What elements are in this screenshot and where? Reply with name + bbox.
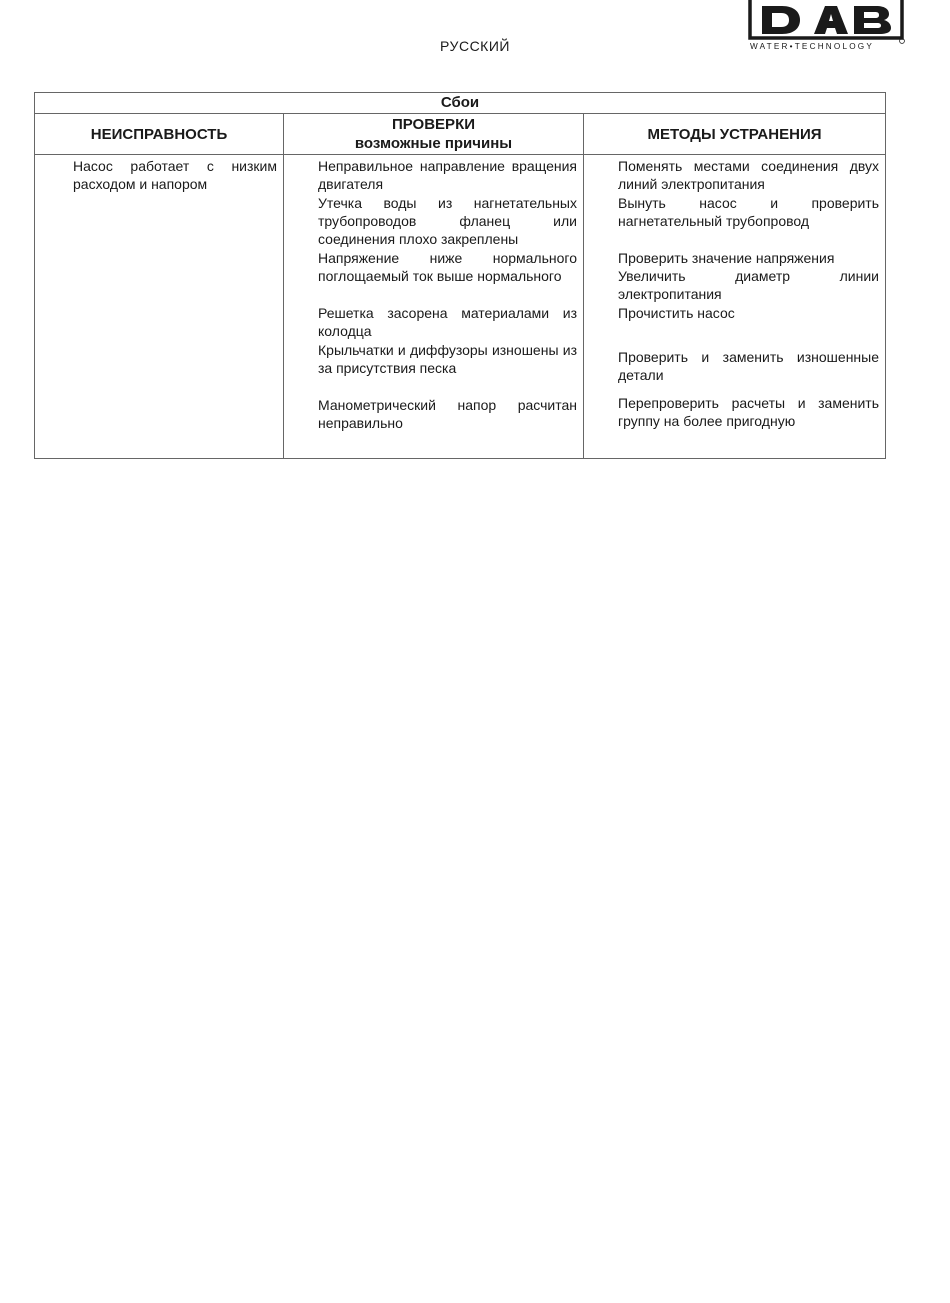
column-header-checks-sublabel: возможные причины [354, 135, 513, 152]
remedy-item: Вынуть насос и проверить нагнетательный трубопровод [618, 195, 880, 229]
table-row [35, 155, 886, 459]
remedy-item: Проверить и заменить изношенные детали [618, 349, 880, 383]
page-language-label: РУССКИЙ [440, 38, 510, 54]
dab-logo-graphic [748, 0, 906, 52]
troubleshooting-table [34, 92, 886, 459]
cause-item: Решетка засорена материалами из колодца [318, 305, 577, 339]
remedy-item: Поменять местами соединения двух линий электропитания [618, 158, 880, 192]
cause-item: Неправильное направление вращения двигателя [318, 158, 577, 192]
column-header-checks-label: ПРОВЕРКИ [391, 116, 476, 133]
cause-item: Утечка воды из нагнетательных трубопроводов фланец или соединения плохо закреплены [318, 195, 577, 247]
cause-item: Крыльчатки и диффузоры изношены из за присутствия песка [318, 342, 577, 376]
cause-item: Напряжение ниже нормального поглощаемый ток выше нормального [318, 250, 577, 284]
cause-item: Манометрический напор расчитан неправильно [318, 397, 577, 431]
remedy-item: Перепроверить расчеты и заменить группу на более пригодную [618, 395, 880, 429]
fault-text: Насос работает с низким расходом и напором [73, 158, 277, 192]
table-caption: Сбои [35, 93, 886, 114]
remedy-item: Проверить значение напряжения [618, 250, 835, 266]
fault-cell [35, 155, 284, 459]
causes-cell [284, 155, 584, 459]
svg-text:WATER•TECHNOLOGY: WATER•TECHNOLOGY [750, 42, 875, 51]
column-header-checks [284, 114, 584, 155]
column-header-fault [35, 114, 284, 155]
remedies-cell [584, 155, 886, 459]
column-header-fault-label: НЕИСПРАВНОСТЬ [90, 125, 228, 143]
remedy-item: Прочистить насос [618, 305, 735, 321]
dab-logo [748, 0, 906, 52]
remedy-item: Увеличить диаметр линии электропитания [618, 268, 880, 302]
column-header-remedies-label: МЕТОДЫ УСТРАНЕНИЯ [647, 125, 822, 143]
column-header-remedies [584, 114, 886, 155]
